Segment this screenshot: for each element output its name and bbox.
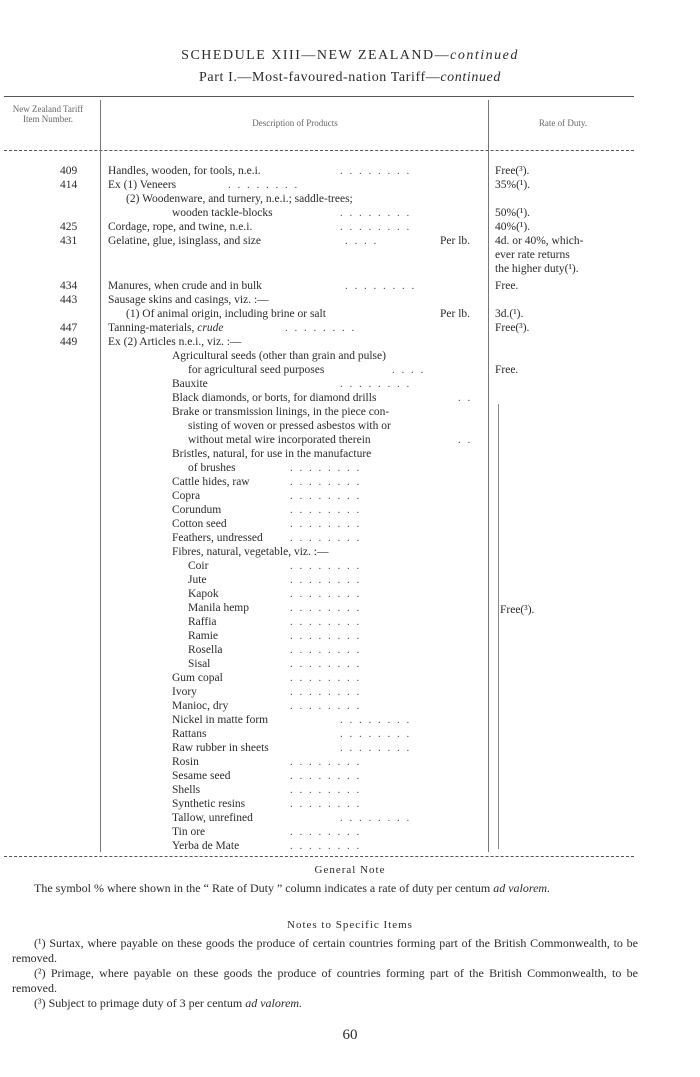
leader-dots: . . . . . . . .	[290, 686, 362, 698]
note-2: (²) Primage, where payable on these goods the produce of countries forming part of the British Commonwealth, to be removed.	[12, 966, 638, 995]
part-title: Part I.—Most-favoured-nation Tariff—continued	[199, 70, 501, 85]
rate-value: Free(³).	[495, 322, 530, 334]
grouping-brace	[492, 404, 499, 849]
list-item: Black diamonds, or borts, for diamond drills	[172, 392, 377, 404]
list-item: Kapok	[188, 588, 219, 600]
rate-value: 40%(¹).	[495, 221, 531, 233]
table-bottom-rule	[4, 856, 634, 857]
list-item: Gum copal	[172, 672, 223, 684]
list-item: Rosella	[188, 644, 223, 656]
leader-dots: . .	[458, 434, 473, 446]
list-item: Corundum	[172, 504, 222, 516]
note-3: (³) Subject to primage duty of 3 per centum ad valorem.	[34, 996, 303, 1010]
item-number: 425	[60, 221, 78, 233]
entry-text: Ex (2) Articles n.e.i., viz. :—	[108, 336, 242, 348]
schedule-title: SCHEDULE XIII—NEW ZEALAND—continued	[181, 48, 519, 63]
header-bottom-rule	[4, 150, 634, 151]
list-item: Manioc, dry	[172, 700, 229, 712]
list-item: Nickel in matte form	[172, 714, 269, 726]
list-item: Bauxite	[172, 378, 208, 390]
list-item: Cattle hides, raw	[172, 476, 250, 488]
rate-value: 50%(¹).	[495, 207, 531, 219]
leader-dots: . . . . . . . .	[290, 532, 362, 544]
leader-dots: . . . . . . . .	[290, 672, 362, 684]
entry-text: Gelatine, glue, isinglass, and size	[108, 235, 261, 247]
leader-dots: . . . . . . . .	[340, 714, 412, 726]
entry-text: Cordage, rope, and twine, n.e.i.	[108, 221, 253, 233]
entry-text: Sausage skins and casings, viz. :—	[108, 294, 269, 306]
item-number: 414	[60, 179, 78, 191]
leader-dots: . . . . . . . .	[290, 518, 362, 530]
rate-value: 35%(¹).	[495, 179, 531, 191]
header-description: Description of Products	[252, 118, 338, 128]
leader-dots: . . . . . . . .	[290, 644, 362, 656]
list-item: without metal wire incorporated therein	[188, 434, 371, 446]
rate-value: Free(³).	[495, 165, 530, 177]
list-item: sisting of woven or pressed asbestos with or	[188, 420, 391, 432]
list-item: Raffia	[188, 616, 217, 628]
list-item: Ivory	[172, 686, 197, 698]
general-note-text: The symbol % where shown in the “ Rate of Duty ” column indicates a rate of duty per centum ad valorem.	[34, 881, 551, 895]
entry-text: Manures, when crude and in bulk	[108, 280, 262, 292]
list-item: Tallow, unrefined	[172, 812, 253, 824]
note-1: (¹) Surtax, where payable on these goods the produce of certain countries forming part of the British Commonwealth, to be removed.	[12, 936, 638, 965]
list-item: Rattans	[172, 728, 207, 740]
unit-label: Per lb.	[440, 308, 471, 320]
column-divider-right	[488, 100, 489, 852]
leader-dots: . .	[458, 392, 473, 404]
agricultural-line-2: for agricultural seed purposes	[188, 364, 325, 376]
leader-dots: . . . . . . . .	[290, 840, 362, 852]
leader-dots: . . . . . . . .	[340, 221, 412, 233]
item-number: 434	[60, 280, 78, 292]
leader-dots: . . . . . . . .	[290, 784, 362, 796]
entry-text: wooden tackle-blocks	[172, 207, 273, 219]
table-top-rule	[4, 96, 634, 97]
list-item: Yerba de Mate	[172, 840, 240, 852]
rate-value: Free.	[495, 280, 519, 292]
leader-dots: . . . . . . . .	[290, 574, 362, 586]
leader-dots: . . . . . . . .	[340, 812, 412, 824]
specific-notes-heading: Notes to Specific Items	[287, 919, 413, 931]
rate-value: 3d.(¹).	[495, 308, 524, 320]
leader-dots: . . . . . . . .	[340, 207, 412, 219]
agricultural-rate: Free.	[495, 364, 519, 376]
page-number: 60	[342, 1027, 358, 1043]
item-number: 449	[60, 336, 78, 348]
list-item: Copra	[172, 490, 201, 502]
leader-dots: . . . . . . . .	[290, 630, 362, 642]
header-rate: Rate of Duty.	[538, 118, 588, 128]
agricultural-line-1: Agricultural seeds (other than grain and pulse)	[172, 350, 386, 362]
list-item: Brake or transmission linings, in the piece con-	[172, 406, 390, 418]
leader-dots: . . . . . . . .	[290, 560, 362, 572]
list-item: Feathers, undressed	[172, 532, 263, 544]
header-item-number: New Zealand Tariff Item Number.	[12, 104, 84, 124]
list-item: Fibres, natural, vegetable, viz. :—	[172, 546, 329, 558]
leader-dots: . . . . . . . .	[345, 280, 417, 292]
list-item: Rosin	[172, 756, 199, 768]
list-item: Manila hemp	[188, 602, 249, 614]
list-item: Ramie	[188, 630, 219, 642]
item-number: 409	[60, 165, 78, 177]
entry-text: Handles, wooden, for tools, n.e.i.	[108, 165, 261, 177]
rate-line: 4d. or 40%, which-	[495, 235, 584, 247]
leader-dots: . . . .	[392, 364, 426, 376]
leader-dots: . . . . . . . .	[285, 322, 357, 334]
leader-dots: . . . . . . . .	[290, 658, 362, 670]
list-item: Cotton seed	[172, 518, 227, 530]
leader-dots: . . . . . . . .	[340, 728, 412, 740]
leader-dots: . . . . . . . .	[290, 490, 362, 502]
list-item: Raw rubber in sheets	[172, 742, 269, 754]
leader-dots: . . . .	[345, 235, 379, 247]
column-divider-left	[100, 100, 101, 852]
list-item: Shells	[172, 784, 201, 796]
leader-dots: . . . . . . . .	[228, 179, 300, 191]
leader-dots: . . . . . . . .	[290, 462, 362, 474]
leader-dots: . . . . . . . .	[290, 616, 362, 628]
rate-line: ever rate returns	[495, 249, 570, 261]
list-item: Sisal	[188, 658, 211, 670]
leader-dots: . . . . . . . .	[290, 770, 362, 782]
leader-dots: . . . . . . . .	[290, 602, 362, 614]
item-number: 431	[60, 235, 78, 247]
leader-dots: . . . . . . . .	[340, 742, 412, 754]
unit-label: Per lb.	[440, 235, 471, 247]
rate-line: the higher duty(¹).	[495, 263, 579, 275]
leader-dots: . . . . . . . .	[290, 756, 362, 768]
leader-dots: . . . . . . . .	[290, 700, 362, 712]
leader-dots: . . . . . . . .	[340, 165, 412, 177]
general-note-heading: General Note	[314, 864, 386, 876]
leader-dots: . . . . . . . .	[290, 504, 362, 516]
leader-dots: . . . . . . . .	[290, 588, 362, 600]
leader-dots: . . . . . . . .	[290, 798, 362, 810]
list-item: Coir	[188, 560, 209, 572]
leader-dots: . . . . . . . .	[340, 378, 412, 390]
list-item: Jute	[188, 574, 207, 586]
item-number: 447	[60, 322, 78, 334]
entry-text: Tanning-materials, crude	[108, 322, 224, 334]
group-rate: Free(³).	[500, 604, 535, 616]
list-item: Synthetic resins	[172, 798, 246, 810]
leader-dots: . . . . . . . .	[290, 826, 362, 838]
list-item: Tin ore	[172, 826, 206, 838]
entry-text: (2) Woodenware, and turnery, n.e.i.; saddle-trees;	[126, 193, 353, 205]
entry-text: Ex (1) Veneers	[108, 179, 177, 191]
list-item: Sesame seed	[172, 770, 231, 782]
item-number: 443	[60, 294, 78, 306]
list-item: of brushes	[188, 462, 236, 474]
leader-dots: . . . . . . . .	[290, 476, 362, 488]
entry-text: (1) Of animal origin, including brine or salt	[126, 308, 326, 320]
list-item: Bristles, natural, for use in the manufacture	[172, 448, 372, 460]
